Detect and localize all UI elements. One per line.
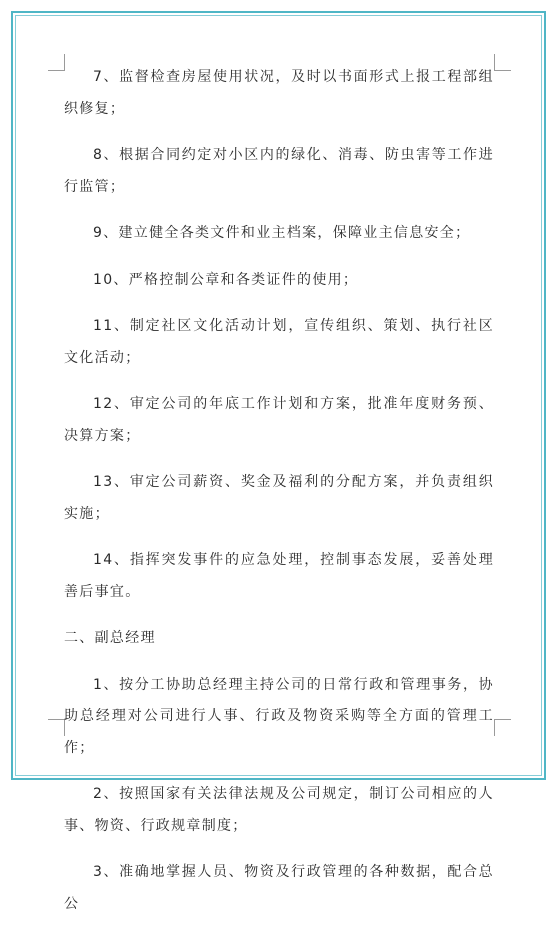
crop-mark-top-right	[494, 54, 511, 71]
paragraph-item-7: 7、监督检查房屋使用状况，及时以书面形式上报工程部组织修复；	[64, 69, 494, 117]
paragraph-item-8: 8、根据合同约定对小区内的绿化、消毒、防虫害等工作进行监管；	[64, 147, 494, 195]
paragraph-item-10: 10、严格控制公章和各类证件的使用；	[93, 271, 359, 288]
paragraph-item-2: 2、按照国家有关法律法规及公司规定，制订公司相应的人事、物资、行政规章制度；	[64, 786, 494, 834]
paragraph-item-9: 9、建立健全各类文件和业主档案，保障业主信息安全；	[93, 225, 471, 241]
paragraph-item-1: 1、按分工协助总经理主持公司的日常行政和管理事务，协助总经理对公司进行人事、行政及物资采购等全方面的管理工作；	[64, 676, 494, 756]
section-heading: 二、副总经理	[64, 630, 156, 646]
crop-mark-top-left	[48, 54, 65, 71]
crop-mark-bottom-left	[48, 719, 65, 736]
paragraph-item-11: 11、制定社区文化活动计划，宣传组织、策划、执行社区文化活动；	[64, 318, 494, 366]
document-body	[64, 62, 494, 935]
paragraph-item-13: 13、审定公司薪资、奖金及福利的分配方案，并负责组织实施；	[64, 474, 494, 522]
paragraph-item-14: 14、指挥突发事件的应急处理，控制事态发展，妥善处理善后事宜。	[64, 552, 494, 600]
crop-mark-bottom-right	[494, 719, 511, 736]
paragraph-item-3: 3、准确地掌握人员、物资及行政管理的各种数据，配合总公	[64, 864, 494, 912]
paragraph-item-12: 12、审定公司的年底工作计划和方案，批准年度财务预、决算方案；	[64, 396, 494, 444]
